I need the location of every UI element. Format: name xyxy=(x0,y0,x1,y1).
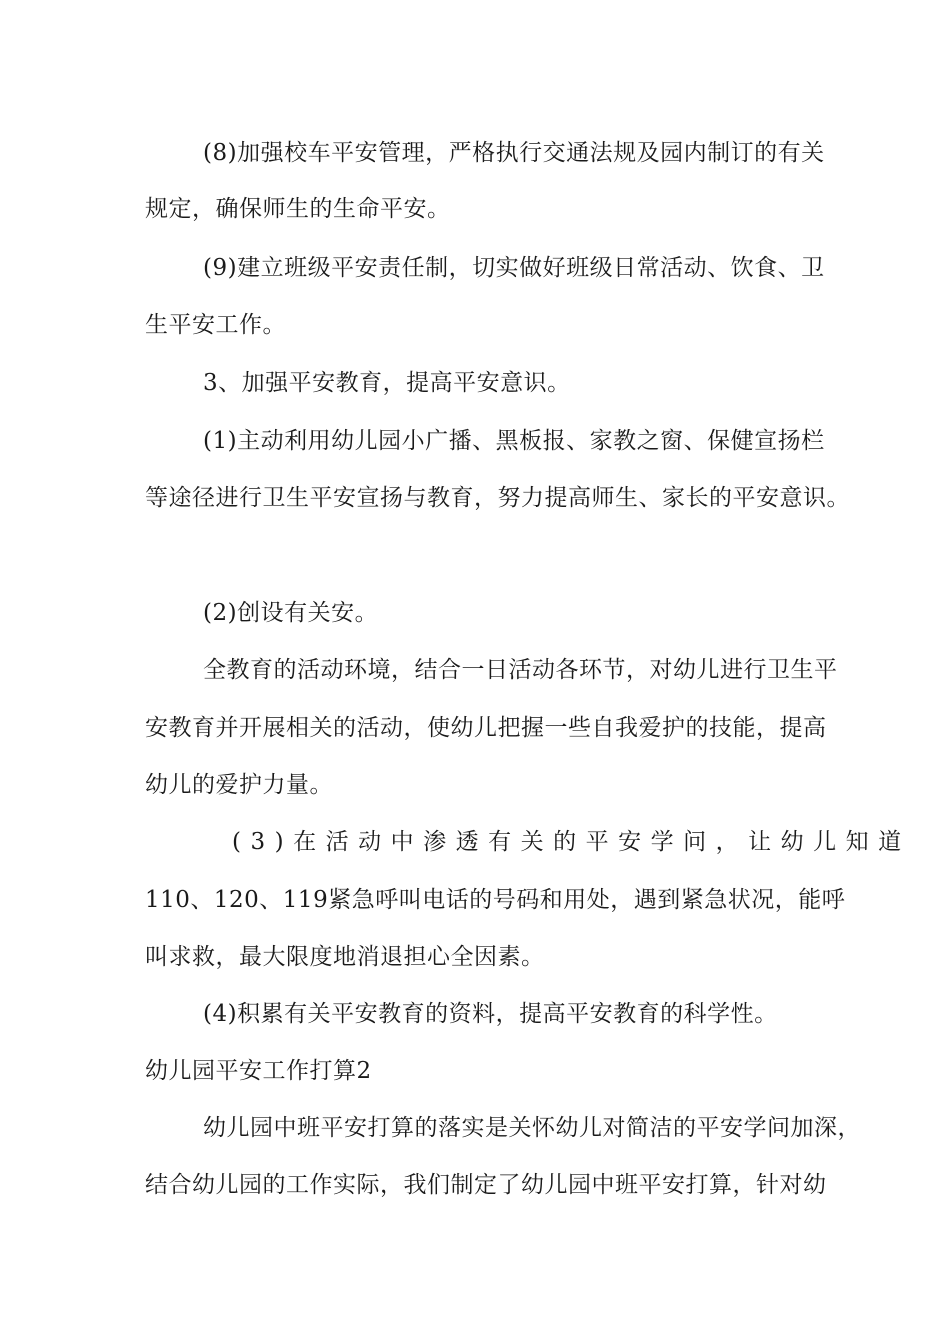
paragraph-2-line-3: 安教育并开展相关的活动，使幼儿把握一些自我爱护的技能，提高 xyxy=(145,715,827,741)
paragraph-8-line-1: (8)加强校车平安管理，严格执行交通法规及园内制订的有关 xyxy=(203,140,825,166)
paragraph-1-line-2: 等途径进行卫生平安宣扬与教育，努力提高师生、家长的平安意识。 xyxy=(145,485,850,511)
paragraph-1-line-1: (1)主动利用幼儿园小广播、黑板报、家教之窗、保健宣扬栏 xyxy=(203,428,825,454)
paragraph-2-line-4: 幼儿的爱护力量。 xyxy=(145,772,333,798)
paragraph-3-line-2: 110、120、119紧急呼叫电话的号码和用处，遇到紧急状况，能呼 xyxy=(145,887,846,913)
paragraph-4-line-1: (4)积累有关平安教育的资料，提高平安教育的科学性。 xyxy=(203,1001,778,1027)
paragraph-2-line-2: 全教育的活动环境，结合一日活动各环节，对幼儿进行卫生平 xyxy=(203,657,838,683)
section-3-heading: 3、加强平安教育，提高平安意识。 xyxy=(203,370,571,396)
paragraph-9-line-1: (9)建立班级平安责任制，切实做好班级日常活动、饮食、卫 xyxy=(203,255,825,281)
section-heading-plan-2: 幼儿园平安工作打算2 xyxy=(145,1058,372,1084)
paragraph-3-line-1: (3)在活动中渗透有关的平安学问，让幼儿知道 xyxy=(232,829,911,855)
paragraph-9-line-2: 生平安工作。 xyxy=(145,312,286,338)
intro-paragraph-line-2: 结合幼儿园的工作实际，我们制定了幼儿园中班平安打算，针对幼 xyxy=(145,1172,827,1198)
paragraph-3-line-3: 叫求救，最大限度地消退担心全因素。 xyxy=(145,944,545,970)
paragraph-8-line-2: 规定，确保师生的生命平安。 xyxy=(145,196,451,222)
paragraph-2-line-1: (2)创设有关安。 xyxy=(203,600,379,626)
intro-paragraph-line-1: 幼儿园中班平安打算的落实是关怀幼儿对简洁的平安学问加深， xyxy=(203,1115,861,1141)
